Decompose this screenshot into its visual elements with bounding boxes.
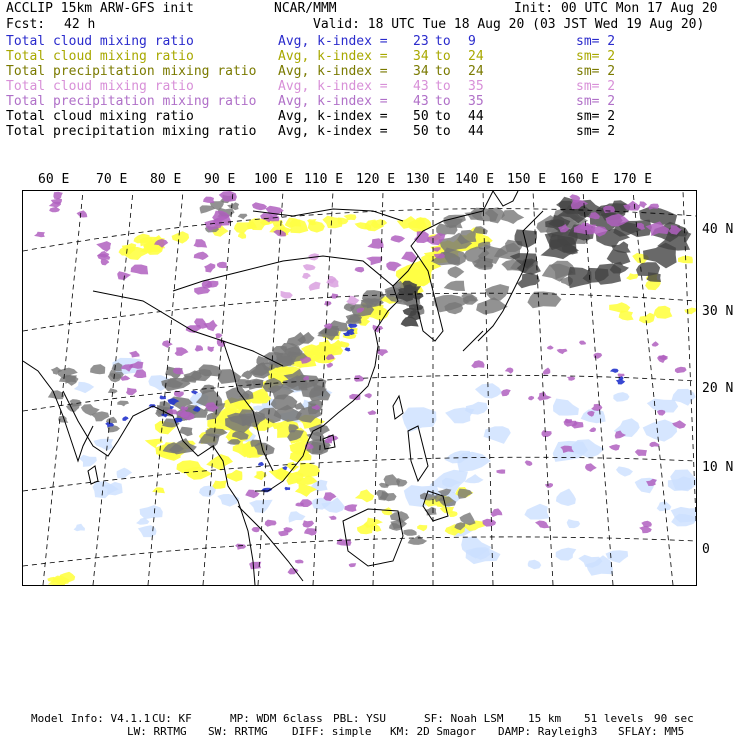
lat-label: 10 N [702, 460, 734, 475]
footer-km: KM: 2D Smagor [390, 725, 477, 738]
light-blue-cloud [524, 504, 549, 520]
yellow-cloud [152, 487, 165, 493]
purple-cloud [635, 449, 647, 456]
purple-cloud [557, 349, 568, 354]
legend-avg: Avg, k-index = [278, 124, 388, 139]
light-purple-cloud [302, 273, 311, 279]
legend-from: 34 [413, 49, 429, 64]
light-purple-cloud [303, 264, 316, 270]
yellow-cloud-band [308, 221, 325, 233]
footer-model-info: Model Info: V4.1.1 [31, 712, 151, 725]
purple-cloud [366, 257, 382, 266]
lon-label: 150 E [507, 172, 547, 187]
purple-cloud [252, 202, 267, 210]
coastline [393, 396, 403, 419]
yellow-cloud [654, 306, 673, 319]
gray-cloud [384, 474, 401, 486]
lon-label: 70 E [96, 172, 128, 187]
purple-cloud [77, 210, 88, 217]
light-blue-cloud [553, 399, 579, 416]
purple-cloud [349, 563, 356, 567]
purple-cloud [376, 349, 388, 356]
legend-avg: Avg, k-index = [278, 34, 388, 49]
plot-title: ACCLIP 15km ARW-GFS init [6, 1, 194, 16]
legend-sm: sm= 2 [576, 49, 616, 64]
footer-sw: SW: RRTMG [208, 725, 268, 738]
purple-cloud [278, 530, 289, 536]
light-blue-cloud [613, 392, 629, 402]
purple-cloud [304, 528, 317, 535]
purple-cloud [364, 393, 372, 398]
purple-cloud [641, 521, 652, 527]
purple-cloud [501, 389, 511, 396]
yellow-cloud [609, 302, 630, 313]
legend-to-word: to [435, 79, 451, 94]
yellow-cloud [626, 273, 638, 280]
purple-cloud [585, 463, 597, 472]
purple-cloud [496, 469, 505, 473]
legend-to-word: to [435, 49, 451, 64]
purple-cloud [325, 439, 332, 444]
light-blue-cloud [138, 525, 157, 537]
purple-cloud [545, 483, 553, 488]
footer-levels: 51 levels [584, 712, 644, 725]
purple-cloud [603, 206, 615, 213]
purple-cloud [162, 340, 173, 348]
light-blue-cloud [140, 505, 163, 519]
yellow-cloud [212, 481, 227, 489]
purple-cloud [96, 241, 111, 252]
legend-sm: sm= 2 [576, 79, 616, 94]
footer-sf: SF: Noah LSM [424, 712, 504, 725]
blue-cloud-core [122, 416, 128, 421]
blue-cloud-core [258, 462, 264, 466]
purple-cloud [252, 527, 260, 532]
purple-cloud [53, 192, 62, 199]
light-blue-cloud [79, 455, 97, 467]
lon-label: 80 E [150, 172, 182, 187]
legend-field: Total precipitation mixing ratio [6, 94, 257, 109]
light-blue-cloud [249, 500, 273, 513]
purple-cloud [589, 427, 596, 432]
legend-to-word: to [435, 34, 451, 49]
footer-diff: DIFF: simple [292, 725, 372, 738]
purple-cloud [525, 460, 533, 466]
legend-field: Total cloud mixing ratio [6, 109, 194, 124]
yellow-cloud-band [172, 231, 190, 243]
legend-field: Total cloud mixing ratio [6, 49, 194, 64]
legend-to: 24 [468, 64, 484, 79]
purple-cloud [535, 521, 550, 529]
gray-cloud [179, 427, 192, 437]
fcst-label: Fcst: [6, 17, 46, 32]
light-blue-cloud [402, 407, 436, 432]
purple-cloud [652, 341, 659, 346]
purple-cloud [675, 367, 687, 373]
dark-gray-cloud [647, 272, 661, 282]
purple-cloud [101, 259, 110, 265]
light-blue-cloud [217, 494, 239, 507]
footer-pbl: PBL: YSU [333, 712, 386, 725]
center-label: NCAR/MMM [274, 1, 337, 16]
lon-label: 110 E [304, 172, 344, 187]
blue-cloud-core [345, 347, 351, 351]
yellow-cloud-band [238, 232, 246, 239]
purple-cloud [567, 376, 576, 380]
light-purple-cloud [281, 291, 293, 299]
legend-from: 50 [413, 124, 429, 139]
legend-row [6, 49, 736, 64]
light-blue-cloud [484, 426, 511, 444]
legend-sm: sm= 2 [576, 109, 616, 124]
coastline [463, 331, 483, 351]
purple-cloud [355, 267, 365, 273]
lat-label: 40 N [702, 222, 734, 237]
lon-label: 100 E [254, 172, 294, 187]
gray-cloud [408, 535, 428, 545]
yellow-cloud [639, 313, 655, 324]
legend-to: 9 [468, 34, 476, 49]
legend-from: 23 [413, 34, 429, 49]
footer-mp: MP: WDM 6class [230, 712, 323, 725]
light-blue-cloud [556, 548, 577, 561]
purple-cloud [391, 235, 406, 242]
purple-cloud [194, 252, 209, 260]
purple-cloud [208, 346, 215, 352]
lon-label: 140 E [455, 172, 495, 187]
field-shading [34, 191, 696, 585]
light-blue-cloud [643, 420, 677, 442]
purple-cloud [657, 410, 665, 416]
gray-cloud [90, 364, 105, 374]
lon-label: 170 E [613, 172, 653, 187]
gray-cloud [403, 529, 416, 535]
light-blue-cloud [466, 547, 501, 564]
purple-cloud [471, 360, 484, 368]
purple-cloud [542, 430, 552, 437]
light-blue-cloud [199, 486, 216, 497]
legend-field: Total cloud mixing ratio [6, 79, 194, 94]
yellow-cloud-band [322, 216, 342, 229]
purple-cloud [326, 363, 333, 368]
purple-cloud [491, 508, 503, 517]
purple-cloud [543, 368, 551, 375]
purple-cloud [528, 396, 534, 401]
footer-timestep: 90 sec [654, 712, 694, 725]
legend-avg: Avg, k-index = [278, 94, 388, 109]
legend-sm: sm= 2 [576, 34, 616, 49]
light-blue-cloud [657, 501, 672, 511]
purple-cloud [329, 516, 337, 520]
footer-sflay: SFLAY: MM5 [618, 725, 685, 738]
legend-to: 24 [468, 49, 484, 64]
map-graphic [23, 191, 696, 585]
yellow-cloud [684, 308, 696, 315]
purple-cloud [194, 239, 208, 247]
legend-field: Total precipitation mixing ratio [6, 64, 257, 79]
dark-gray-cloud [568, 267, 592, 288]
gray-cloud-band [287, 332, 307, 346]
legend-sm: sm= 2 [576, 94, 616, 109]
purple-cloud [235, 544, 246, 550]
legend-field: Total cloud mixing ratio [6, 34, 194, 49]
purple-cloud [186, 325, 201, 333]
legend-to-word: to [435, 64, 451, 79]
legend-to-word: to [435, 94, 451, 109]
purple-cloud [203, 197, 215, 203]
legend-from: 34 [413, 64, 429, 79]
yellow-cloud-band [285, 218, 301, 228]
footer-resolution: 15 km [528, 712, 562, 725]
purple-cloud [49, 207, 60, 212]
blue-cloud-core [610, 369, 619, 373]
gray-cloud [476, 297, 508, 314]
legend-row [6, 79, 736, 94]
legend-to: 44 [468, 109, 484, 124]
lat-label: 20 N [702, 381, 734, 396]
purple-cloud [401, 252, 416, 263]
footer-cu: CU: KF [152, 712, 192, 725]
legend-row [6, 124, 736, 139]
light-blue-cloud [616, 466, 633, 476]
lon-label: 130 E [406, 172, 446, 187]
purple-cloud [265, 520, 277, 527]
blue-cloud-core [285, 487, 291, 491]
purple-cloud [594, 353, 603, 359]
light-blue-cloud [289, 511, 306, 522]
lat-label: 0 [702, 542, 710, 557]
legend-sm: sm= 2 [576, 64, 616, 79]
dark-gray-cloud [595, 264, 622, 285]
purple-cloud [344, 504, 357, 512]
purple-cloud [649, 442, 659, 447]
purple-cloud [295, 560, 304, 564]
coastline [93, 291, 283, 366]
legend-avg: Avg, k-index = [278, 79, 388, 94]
purple-cloud [609, 444, 620, 450]
footer-lw: LW: RRTMG [127, 725, 187, 738]
purple-cloud [337, 539, 352, 546]
purple-cloud [639, 526, 652, 533]
longitude-line [93, 191, 133, 585]
purple-cloud [175, 347, 189, 356]
legend-row [6, 34, 736, 49]
longitude-line [583, 191, 613, 585]
gray-cloud [501, 210, 524, 224]
coastline [408, 426, 428, 481]
purple-cloud [302, 520, 314, 527]
yellow-cloud [226, 470, 242, 482]
legend-field: Total precipitation mixing ratio [6, 124, 257, 139]
light-blue-cloud [74, 382, 94, 393]
gray-cloud [458, 489, 473, 499]
coastline [88, 466, 98, 484]
legend-to: 35 [468, 94, 484, 109]
valid-time: Valid: 18 UTC Tue 18 Aug 20 (03 JST Wed 19 Aug 20) [313, 17, 705, 32]
purple-cloud [126, 388, 137, 396]
yellow-cloud [355, 489, 374, 502]
lon-label: 60 E [38, 172, 70, 187]
legend-sm: sm= 2 [576, 124, 616, 139]
legend-to: 44 [468, 124, 484, 139]
purple-cloud [579, 341, 586, 345]
coastline [493, 191, 518, 206]
map-panel [22, 190, 697, 586]
light-blue-cloud [74, 524, 85, 532]
purple-cloud [129, 351, 140, 358]
footer-damp: DAMP: Rayleigh3 [498, 725, 598, 738]
light-blue-cloud [567, 519, 581, 528]
light-blue-cloud [475, 383, 502, 398]
light-blue-cloud [528, 560, 542, 570]
purple-cloud [368, 410, 377, 415]
blue-cloud-core [170, 406, 174, 409]
purple-cloud [195, 345, 203, 351]
purple-cloud [34, 232, 45, 238]
gray-cloud [448, 266, 465, 278]
coastline [23, 361, 93, 461]
light-purple-cloud [309, 282, 321, 291]
init-time: Init: 00 UTC Mon 17 Aug 20 [514, 1, 718, 16]
yellow-cloud [382, 507, 393, 515]
legend-from: 43 [413, 79, 429, 94]
purple-cloud [215, 333, 222, 338]
lon-label: 120 E [356, 172, 396, 187]
legend-row [6, 94, 736, 109]
legend-to-word: to [435, 109, 451, 124]
lon-label: 90 E [204, 172, 236, 187]
legend-from: 50 [413, 109, 429, 124]
purple-cloud [547, 345, 554, 349]
purple-cloud [505, 368, 514, 374]
dark-gray-cloud [409, 304, 424, 310]
gray-cloud [485, 284, 509, 301]
legend-to: 35 [468, 79, 484, 94]
light-blue-cloud [136, 518, 149, 525]
light-blue-cloud [464, 474, 483, 483]
purple-cloud [330, 293, 338, 298]
purple-cloud [537, 392, 551, 401]
blue-cloud-core [262, 488, 272, 493]
light-blue-cloud [556, 489, 576, 507]
purple-cloud [203, 320, 217, 332]
blue-cloud-core [161, 413, 168, 417]
legend-row [6, 64, 736, 79]
purple-cloud [217, 262, 227, 268]
gray-cloud [238, 214, 248, 220]
lon-label: 160 E [560, 172, 600, 187]
purple-cloud [296, 503, 304, 507]
legend-from: 43 [413, 94, 429, 109]
legend-avg: Avg, k-index = [278, 49, 388, 64]
yellow-cloud [417, 525, 427, 531]
legend-row [6, 109, 736, 124]
purple-cloud [367, 238, 383, 249]
fcst-value: 42 h [64, 17, 96, 32]
gray-cloud [117, 401, 129, 407]
lat-label: 30 N [702, 304, 734, 319]
light-blue-cloud [117, 468, 133, 479]
legend-avg: Avg, k-index = [278, 109, 388, 124]
purple-cloud [131, 265, 149, 275]
gray-cloud [444, 281, 465, 291]
purple-cloud [204, 263, 215, 272]
legend-to-word: to [435, 124, 451, 139]
legend-avg: Avg, k-index = [278, 64, 388, 79]
